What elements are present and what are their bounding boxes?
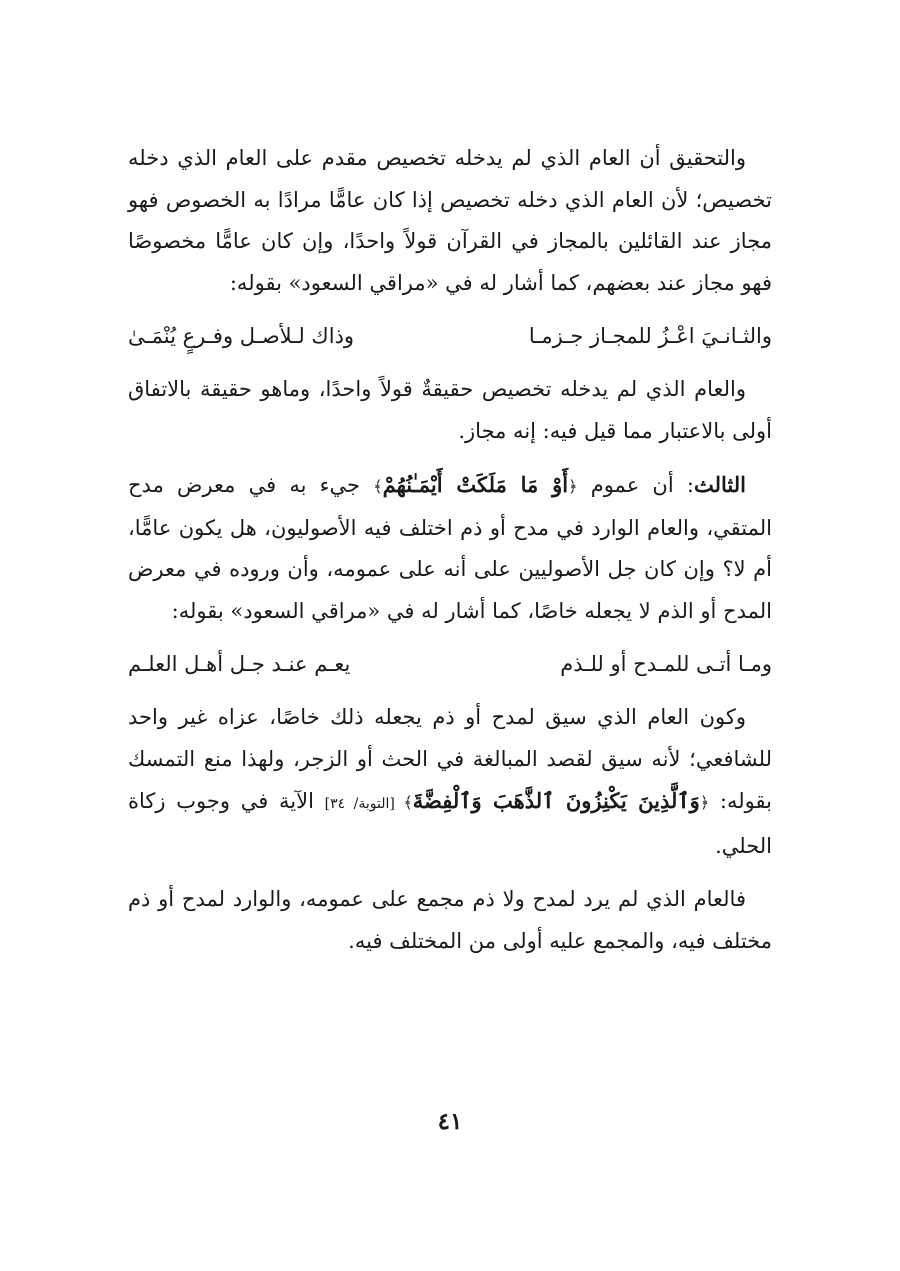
page-body: [128, 138, 772, 962]
verse-2-second-hemistich: يعـم عنـد جـل أهـل العلـم: [128, 652, 351, 676]
paragraph-5: فالعام الذي لم يرد لمدح ولا ذم مجمع على عمومه، والوارد لمدح أو ذم مختلف فيه، والمجمع عليه أولى من المختلف فيه.: [128, 887, 772, 953]
paragraph-3-intro: : أن عموم: [577, 473, 694, 497]
quran-reference: [التوبة/ ٣٤]: [324, 796, 404, 812]
quran-bracket-open: ﴿: [699, 793, 710, 812]
quran-quote: وَٱلَّذِينَ يَكْنِزُونَ ٱلذَّهَبَ وَٱلْفِضَّةَ: [412, 788, 700, 813]
paragraph-4-after: الآية في وجوب زكاة الحلي.: [128, 789, 772, 858]
quran-quote: أَوْ مَا مَلَكَتْ أَيْمَـٰنُهُمْ: [382, 472, 569, 497]
paragraph-4: [128, 697, 772, 867]
verse-1-second-hemistich: وذاك لـلأصـل وفـرعٍ يُنْمَـىٰ: [128, 324, 355, 348]
paragraph-2: والعام الذي لم يدخله تخصيص حقيقةٌ قولاً واحدًا، وماهو حقيقة بالاتفاق أولى بالاعتبار مما قيل فيه: إنه مجاز.: [128, 377, 772, 443]
section-label-third: الثالث: [693, 472, 746, 497]
verse-2: [128, 644, 772, 685]
quran-bracket-close: ﴾: [403, 793, 413, 812]
paragraph-3-rest: جيء به في معرض مدح المتقي، والعام الوارد في مدح أو ذم اختلف فيه الأصوليون، هل يكون عامًّا، أم لا؟ وإن كان جل الأصوليين على أنه على عمومه، وأن وروده في معرض المدح أو الذم لا يجعله خاصًا، كما أشار له في «مراقي السعود» بقوله:: [128, 473, 772, 623]
verse-2-first-hemistich: ومـا أتـى للمـدح أو للـذم: [560, 652, 772, 676]
page-number: ٤١: [437, 1108, 463, 1135]
verse-1: [128, 316, 772, 357]
quran-bracket-open: ﴿: [568, 477, 578, 496]
paragraph-3: [128, 464, 772, 632]
paragraph-4-before: وكون العام الذي سيق لمدح أو ذم يجعله ذلك خاصًا، عزاه غير واحد للشافعي؛ لأنه سيق لقصد المبالغة في الحث أو الزجر، ولهذا منع التمسك بقوله:: [128, 705, 772, 813]
verse-1-first-hemistich: والثـانـيَ اعْـزُ للمجـاز جـزمـا: [528, 324, 772, 348]
quran-bracket-close: ﴾: [373, 477, 383, 496]
paragraph-1: والتحقيق أن العام الذي لم يدخله تخصيص مقدم على العام الذي دخله تخصيص؛ لأن العام الذي دخله تخصيص إذا كان عامًّا مرادًا به الخصوص فهو مجاز عند القائلين بالمجاز في القرآن قولاً واحدًا، وإن كان عامًّا مخصوصًا فهو مجاز عند بعضهم، كما أشار له في «مراقي السعود» بقوله:: [128, 146, 772, 295]
